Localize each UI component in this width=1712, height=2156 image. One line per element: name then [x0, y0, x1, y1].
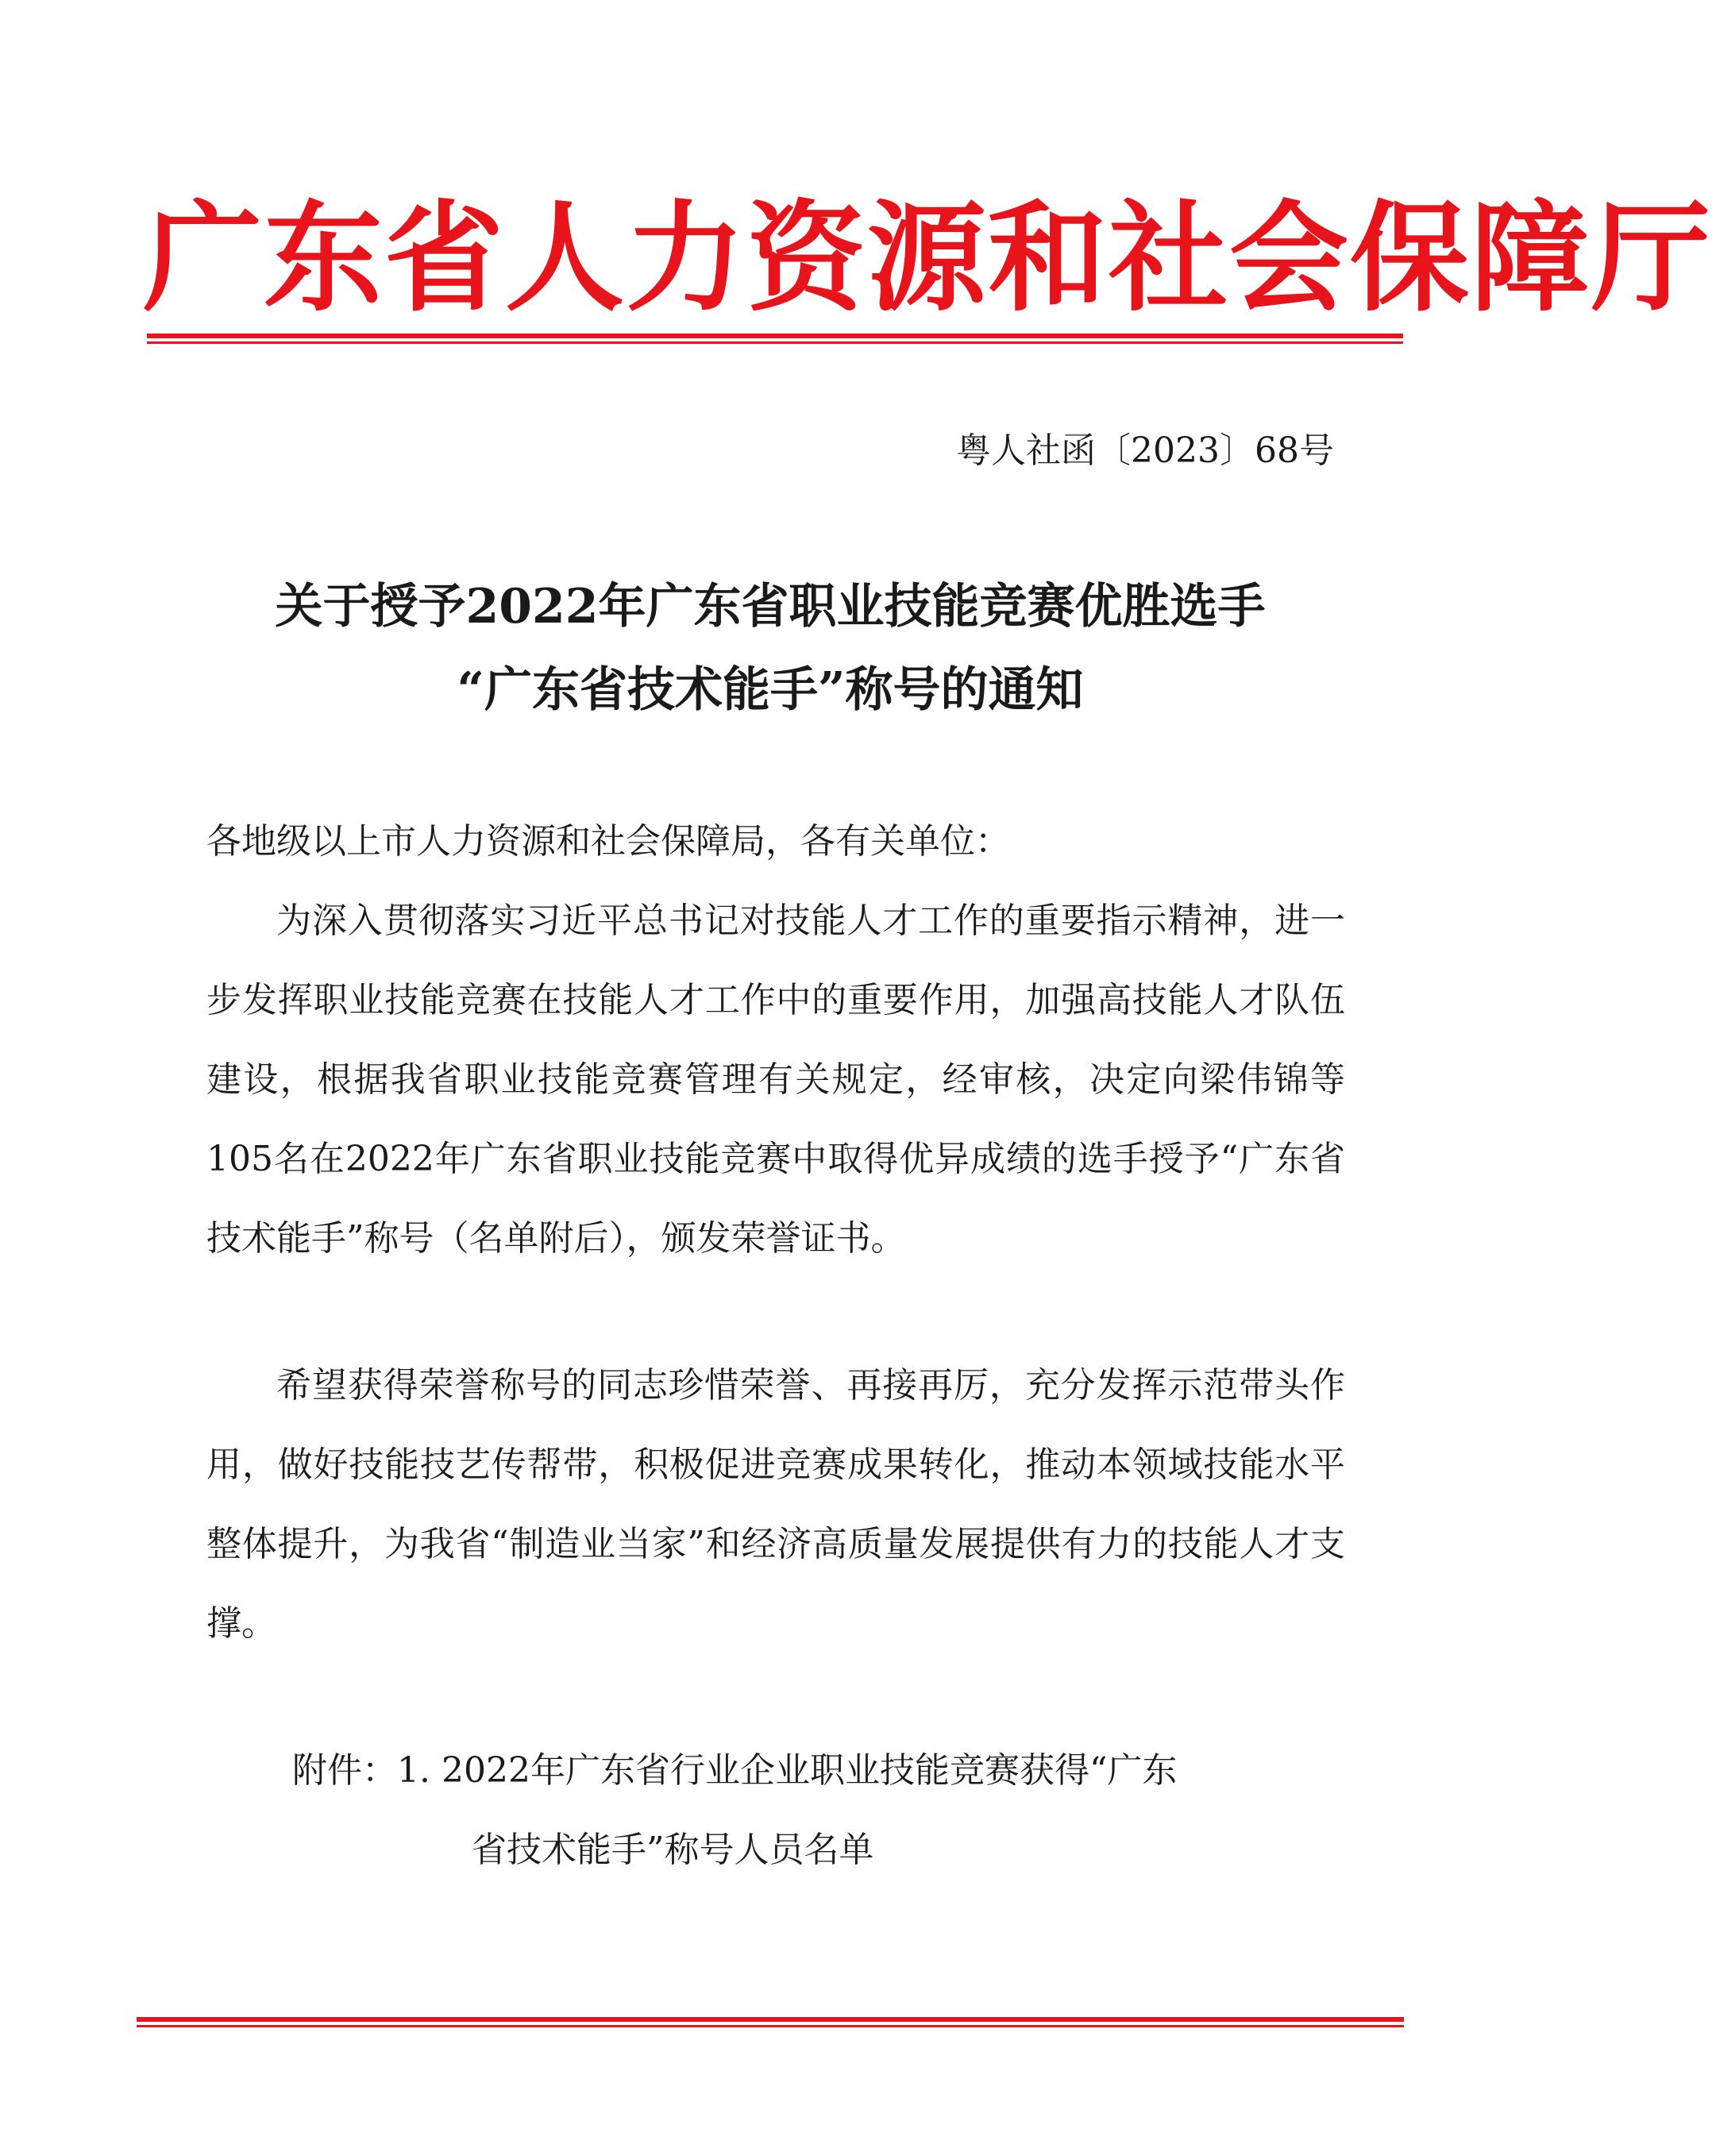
header-divider-thick — [147, 334, 1403, 338]
footer-divider — [137, 2017, 1404, 2027]
attachment-line-2: 省技术能手”称号人员名单 — [472, 1830, 874, 1870]
header-divider-thin — [147, 341, 1403, 344]
document-title-line-1: 关于授予2022年广东省职业技能竞赛优胜选手 — [275, 579, 1266, 634]
body-paragraph-1: 为深入贯彻落实习近平总书记对技能人才工作的重要指示精神，进一步发挥职业技能竞赛在技能人才工作中的重要作用，加强高技能人才队伍建设，根据我省职业技能竞赛管理有关规定，经审核，决定向梁伟锦等105名在2022年广东省职业技能竞赛中取得优异成绩的选手授予“广东省技术能手”称号（名单附后），颁发荣誉证书。 — [206, 901, 1345, 1259]
organization-header: 广东省人力资源和社会保障厅 — [143, 188, 1712, 328]
document-title — [159, 565, 1382, 732]
footer-divider-thick — [137, 2017, 1404, 2022]
attachment-line-1: 附件：1. 2022年广东省行业企业职业技能竞赛获得“广东 — [292, 1750, 1178, 1791]
document-title-line-2: “广东省技术能手”称号的通知 — [457, 662, 1084, 718]
header-divider — [147, 334, 1403, 344]
salutation: 各地级以上市人力资源和社会保障局，各有关单位： — [206, 821, 1010, 862]
body-paragraph-2: 希望获得荣誉称号的同志珍惜荣誉、再接再厉，充分发挥示范带头作用，做好技能技艺传帮带，积极促进竞赛成果转化，推动本领域技能水平整体提升，为我省“制造业当家”和经济高质量发展提供有力的技能人才支撑。 — [206, 1365, 1345, 1644]
attachment-list — [292, 1731, 1348, 1890]
footer-divider-thin — [137, 2025, 1404, 2027]
document-number: 粤人社函〔2023〕68号 — [956, 430, 1334, 471]
